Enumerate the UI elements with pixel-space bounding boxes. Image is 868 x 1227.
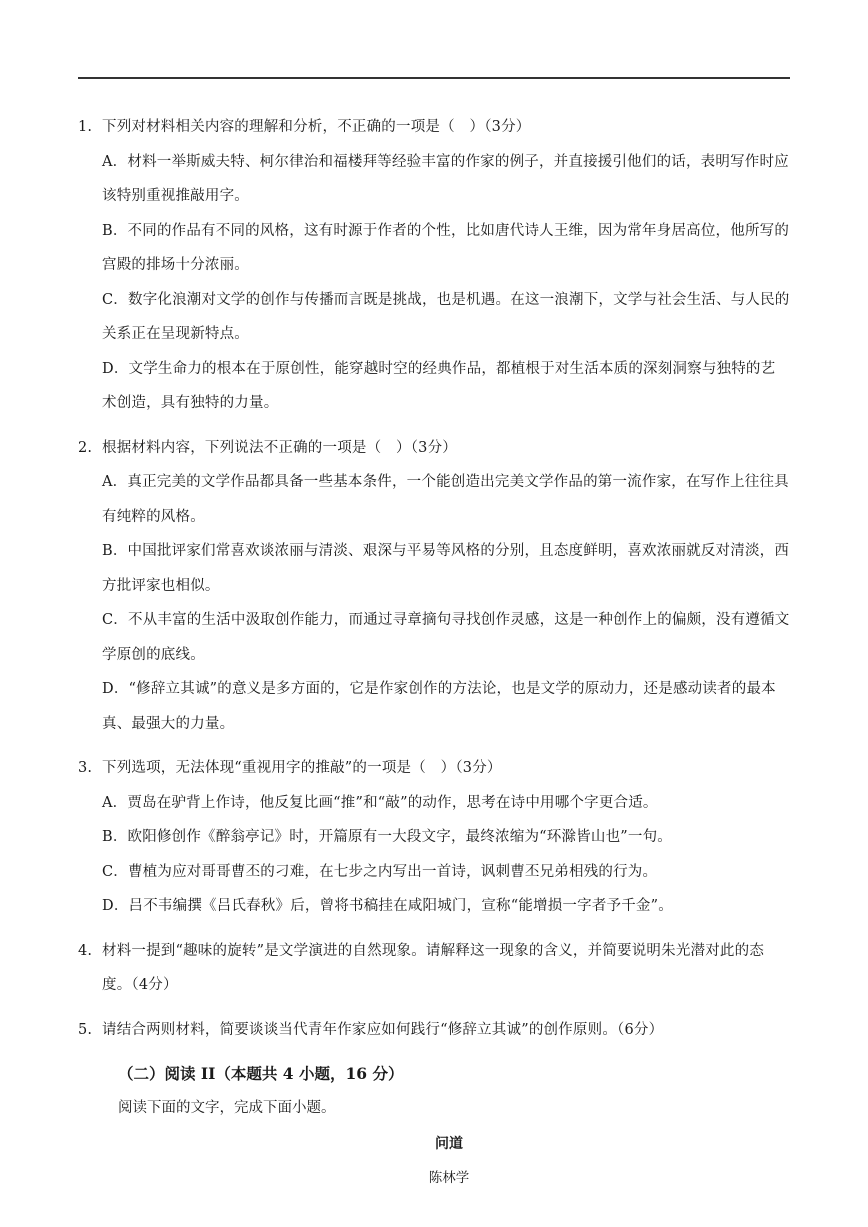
question-2 (78, 431, 790, 742)
question-4 (78, 934, 790, 1003)
question-stem (78, 110, 790, 145)
option-c: C．不从丰富的生活中汲取创作能力，而通过寻章摘句寻找创作灵感，这是一种创作上的偏颇，没有遵循文学原创的底线。 (102, 612, 790, 663)
question-text: 请结合两则材料，简要谈谈当代青年作家应如何践行“修辞立其诚”的创作原则。（6分） (102, 1021, 664, 1038)
question-stem (78, 431, 790, 466)
option-a: A．材料一举斯威夫特、柯尔律治和福楼拜等经验丰富的作家的例子，并直接援引他们的话，表明写作时应该特别重视推敲用字。 (102, 153, 789, 204)
question-number: 4. (78, 942, 93, 959)
option-b: B．不同的作品有不同的风格，这有时源于作者的个性，比如唐代诗人王维，因为常年身居高位，他所写的宫殿的排场十分浓丽。 (102, 222, 790, 273)
option-c: C．数字化浪潮对文学的创作与传播而言既是挑战，也是机遇。在这一浪潮下，文学与社会生活、与人民的关系正在呈现新特点。 (102, 291, 790, 342)
option-d: D．吕不韦编撰《吕氏春秋》后，曾将书稿挂在咸阳城门，宣称“能增损一字者予千金”。 (102, 898, 673, 914)
question-text: 下列对材料相关内容的理解和分析，不正确的一项是（ ）（3分） (102, 119, 531, 135)
question-5 (78, 1013, 790, 1048)
question-stem (78, 934, 790, 1003)
section-heading: （二）阅读 II（本题共 4 小题，16 分） (118, 1064, 404, 1083)
question-number: 2. (78, 439, 93, 456)
passage-author: 陈林学 (428, 1170, 470, 1186)
option-b: B．中国批评家们常喜欢谈浓丽与清淡、艰深与平易等风格的分别，且态度鲜明，喜欢浓丽就反对清淡，西方批评家也相似。 (102, 543, 790, 594)
question-number: 1. (78, 119, 93, 135)
option-a: A．真正完美的文学作品都具备一些基本条件，一个能创造出完美文学作品的第一流作家，在写作上往往具有纯粹的风格。 (102, 474, 789, 525)
question-number: 5. (78, 1021, 93, 1038)
question-1 (78, 110, 790, 421)
exam-content (78, 110, 790, 1195)
option-c: C．曹植为应对哥哥曹丕的刁难，在七步之内写出一首诗，讽刺曹丕兄弟相残的行为。 (102, 863, 658, 880)
passage-title: 问道 (435, 1136, 463, 1152)
option-d: D．文学生命力的根本在于原创性，能穿越时空的经典作品，都植根于对生活本质的深刻洞察与独特的艺术创造，具有独特的力量。 (102, 360, 776, 411)
question-number: 3. (78, 760, 93, 776)
question-3 (78, 751, 790, 924)
question-stem (78, 751, 790, 786)
option-b: B．欧阳修创作《醉翁亭记》时，开篇原有一大段文字，最终浓缩为“环滁皆山也”一句。 (102, 829, 672, 845)
option-a: A．贾岛在驴背上作诗，他反复比画“推”和“敲”的动作，思考在诗中用哪个字更合适。 (102, 794, 658, 811)
question-stem (78, 1013, 790, 1048)
header-rule (78, 77, 790, 79)
question-text: 根据材料内容，下列说法不正确的一项是（ ）（3分） (102, 439, 457, 456)
section-instructions: 阅读下面的文字，完成下面小题。 (118, 1100, 336, 1116)
question-text: 下列选项，无法体现“重视用字的推敲”的一项是（ ）（3分） (102, 760, 502, 776)
question-text: 材料一提到“趣味的旋转”是文学演进的自然现象。请解释这一现象的含义，并简要说明朱光潜对此的态度。（4分） (102, 942, 765, 993)
option-d: D．“修辞立其诚”的意义是多方面的，它是作家创作的方法论，也是文学的原动力，还是感动读者的最本真、最强大的力量。 (102, 681, 776, 732)
